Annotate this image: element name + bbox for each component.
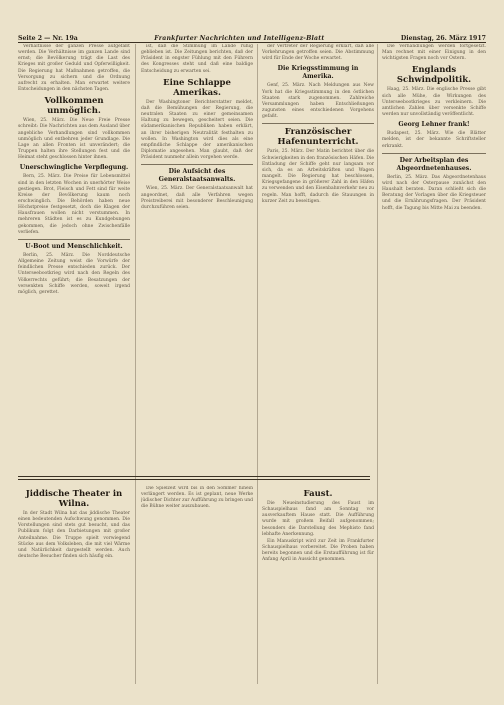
headline: Georg Lehner frank! [398, 121, 470, 129]
article-text: Die Verhandlungen werden fortgesetzt. Man rechnet mit einer Einigung in den wichtigsten Fragen noch vor Ostern. [382, 44, 486, 62]
article-text: Die Neueinstudierung des Faust im Schauspielhaus fand am Sonntag vor ausverkauftem Hause statt. Die Aufführung wurde mit großem Beifall aufgenommen; besonders die Darstellung des Mephisto fand lebhafte Anerkennung. Ein Manuskript wird zur Zeit im Frankfurter Schauspielhaus vorbereitet. Die Proben haben bereits begonnen und die Erstaufführung ist für Anfang April in Aussicht genommen. [262, 501, 374, 563]
article-text: Verhältnisse der ganzen Presse aufgefaßt werden. Die Verhältnisse im ganzen Lande sind ernst; die Bevölkerung trägt die Last des Krieges mit großer Geduld und Opferwilligkeit. Die Regierung hat Maßnahmen getroffen, die Versorgung zu sichern und die Ordnung aufrecht zu erhalten. Man erwartet weitere Entscheidungen in den nächsten Tagen. [18, 44, 130, 93]
article-text: der Vertreter der Regierung erklärt, daß alle Vorkehrungen getroffen seien. Die Abstimmung wird für Ende der Woche erwartet. [262, 44, 374, 62]
column-rule [377, 44, 378, 684]
article-text: Die Spielzeit wird bis in den Sommer hinein verlängert werden. Es ist geplant, neue Werke jüdischer Dichter zur Aufführung zu bringen und die Bühne weiter auszubauen. [141, 486, 253, 510]
headline: Französischer Hafenunterricht. [277, 127, 359, 148]
column-2 [141, 44, 253, 474]
column-rule [135, 44, 136, 684]
section-divider [18, 239, 130, 240]
feuilleton-rule [18, 476, 370, 477]
article-text: In der Stadt Wilna hat das jiddische Theater einen bedeutenden Aufschwung genommen. Die Vorstellungen sind stets gut besucht, und das Publikum folgt den Darbietungen mit großer Anteilnahme. Die Truppe spielt vorwiegend Stücke aus dem Volksleben, die mit viel Wärme und Natürlichkeit dargestellt werden. Auch deutsche Besucher finden sich häufig ein. [18, 511, 130, 560]
headline: Jiddische Theater in Wilna. [25, 489, 123, 509]
headline: Faust. [303, 489, 333, 499]
headline: Englands Schwindpolitik. [396, 65, 472, 86]
article-text: Budapest, 25. März. Wie die Blätter melden, ist der bekannte Schriftsteller erkrankt. [382, 131, 486, 149]
article-text: Berlin, 25. März. Die Norddeutsche Allgemeine Zeitung weist die Vorwürfe der feindlichen Presse entschieden zurück. Der Unterseebootkrieg wird nach den Regeln des Völkerrechts geführt; die Besatzungen der versenkten Schiffe werden, soweit irgend möglich, gerettet. [18, 252, 130, 295]
issue-date: Dienstag, 26. März 1917 [400, 35, 486, 42]
article-text: Der Washingtoner Berichterstatter meldet, daß die Bemühungen der Regierung, die neutralen Staaten zu einer gemeinsamen Haltung zu bewegen, gescheitert seien. Die südamerikanischen Republiken haben erklärt, an ihrer bisherigen Neutralität festhalten zu wollen. In Washington wird dies als eine empfindliche Schlappe der amerikanischen Diplomatie angesehen. Man glaubt, daß der Präsident nunmehr allein vorgehen werde. [141, 99, 253, 161]
article-text: Wien, 25. März. Die Neue Freie Presse schreibt: Die Nachrichten aus dem Ausland über angebliche Verhandlungen sind vollkommen unmöglich und entbehren jeder Grundlage. Die Lage an allen Fronten ist unverändert; die Truppen halten ihre Stellungen fest und die Heimat steht geschlossen hinter ihnen. [18, 118, 130, 161]
headline: Die Aufsicht des Generalstaatsanwalts. [158, 168, 236, 184]
headline: Eine Schlappe Amerikas. [163, 77, 231, 98]
article-text: Wien, 25. März. Der Generalstaatsanwalt hat angeordnet, daß alle Verfahren wegen Preistreiberei mit besonderer Beschleunigung durchzuführen seien. [141, 186, 253, 210]
article-text: Berlin, 25. März. Das Abgeordnetenhaus wird nach der Osterpause zunächst den Haushalt beraten. Daran schließt sich die Beratung der Vorlagen über die Kriegsteuer und die Ernährungsfragen. Der Präsident hofft, die Tagung bis Mitte Mai zu beenden. [382, 174, 486, 211]
headline: Der Arbeitsplan des Abgeordnetenhauses. [396, 156, 472, 172]
column-4 [382, 44, 486, 684]
article-text: Haag, 25. März. Die englische Presse gibt sich alle Mühe, die Wirkungen des Unterseebootkrieges zu verkleinern. Die amtlichen Zahlen über versenkte Schiffe werden nur unvollständig veröffentlicht. [382, 87, 486, 118]
feuilleton-column-2 [141, 486, 253, 686]
headline: Die Kriegsstimmung in Amerika. [277, 65, 359, 81]
column-1 [18, 44, 130, 474]
headline: Unerschwingliche Verpflegung. [19, 164, 129, 172]
masthead [18, 28, 486, 43]
feuilleton-column-3 [262, 486, 374, 686]
section-divider [141, 164, 253, 165]
article-text: Bern, 25. März. Die Preise für Lebensmittel sind in den letzten Wochen in unerhörter Weise gestiegen. Brot, Fleisch und Fett sind für weite Kreise der Bevölkerung kaum noch erschwinglich. Die Behörden haben neue Höchstpreise festgesetzt, doch die Klagen der Hausfrauen wollen nicht verstummen. In mehreren Städten ist es zu Kundgebungen gekommen, die jedoch ohne Zwischenfälle verliefen. [18, 174, 130, 235]
headline: U-Boot und Menschlichkeit. [25, 242, 123, 250]
feuilleton-rule [18, 479, 370, 480]
newspaper-title: Frankfurter Nachrichten und Intelligenz-Blatt [154, 35, 325, 42]
section-divider [382, 153, 486, 154]
feuilleton-column-1 [18, 486, 130, 686]
page-number: Seite 2 — Nr. 19a [18, 35, 78, 42]
column-rule [257, 44, 258, 684]
article-text: Genf, 25. März. Nach Meldungen aus New York hat die Kriegsstimmung in den östlichen Staaten stark zugenommen. Zahlreiche Versammlungen haben Entschließungen zugunsten eines entschiedenen Vorgehens gefaßt. [262, 83, 374, 120]
section-divider [262, 123, 374, 124]
column-3 [262, 44, 374, 474]
headline: Vollkommen unmöglich. [44, 96, 104, 117]
article-text: ist, daß die Stimmung im Lande ruhig geblieben ist. Die Zeitungen berichten, daß der Präsident in engster Fühlung mit den Führern des Kongresses steht und daß eine baldige Entscheidung zu erwarten sei. [141, 44, 253, 74]
article-text: Paris, 25. März. Der Matin berichtet über die Schwierigkeiten in den französischen Häfen. Die Entladung der Schiffe geht nur langsam vor sich, da es an Arbeitskräften und Wagen mangelt. Die Regierung hat beschlossen, Kriegsgefangene in größerer Zahl in den Häfen zu verwenden und den Eisenbahnverkehr neu zu regeln. Man hofft, dadurch die Stauungen in kurzer Zeit zu beseitigen. [262, 149, 374, 204]
